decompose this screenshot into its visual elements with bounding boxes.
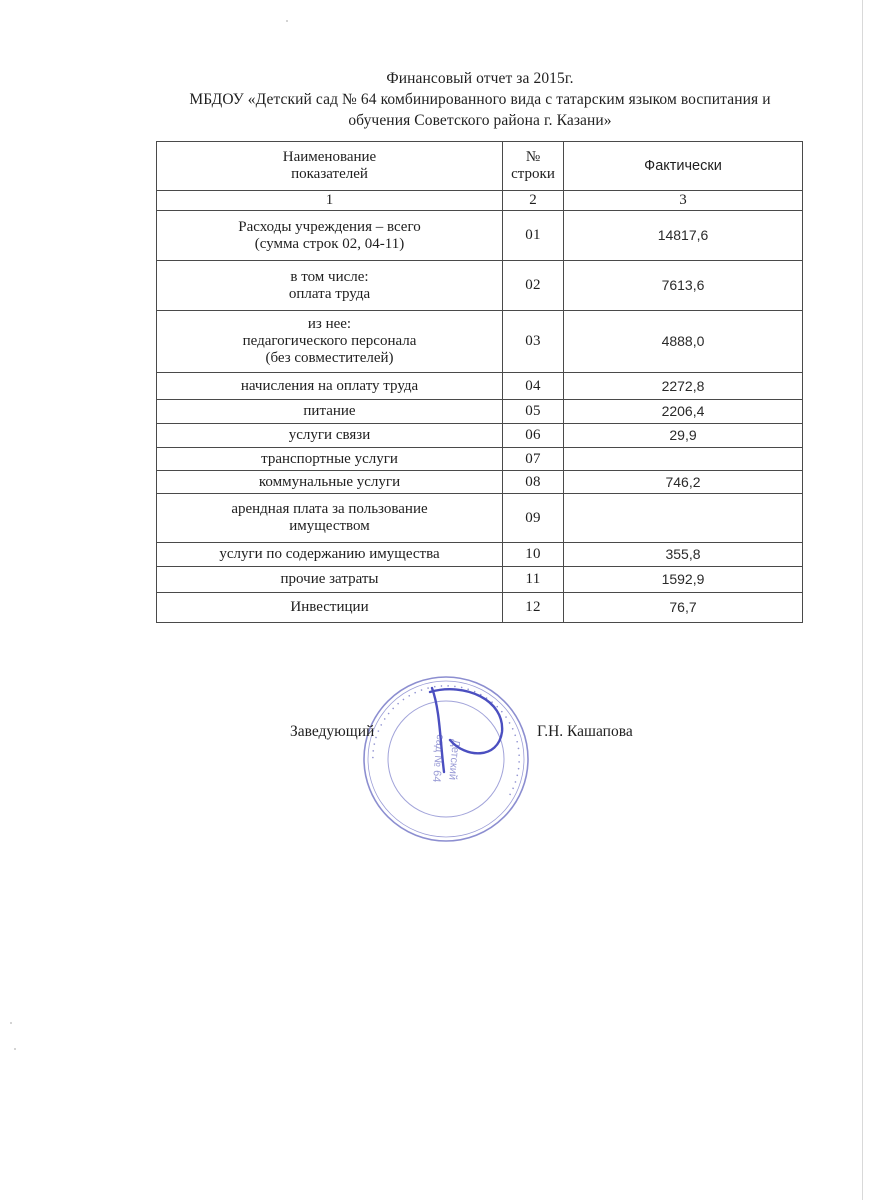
table-row xyxy=(157,261,803,311)
row-value: 76,7 xyxy=(564,593,803,623)
financial-report-table xyxy=(156,141,803,623)
scan-speck xyxy=(286,20,288,22)
column-number-row xyxy=(157,191,803,211)
row-code: 10 xyxy=(503,543,564,567)
row-value: 355,8 xyxy=(564,543,803,567)
report-title-line-3: обучения Советского района г. Казани» xyxy=(348,112,612,129)
row-value xyxy=(564,448,803,471)
row-code: 01 xyxy=(503,211,564,261)
row-code: 07 xyxy=(503,448,564,471)
header-indicator-name: Наименование показателей xyxy=(157,142,503,191)
table-row xyxy=(157,543,803,567)
stamp-center-line: сад № 64 xyxy=(429,733,447,783)
row-name: в том числе: оплата труда xyxy=(157,261,503,311)
stamp-ring-text: ꞏ ꞏ ꞏ ꞏ ꞏ ꞏ ꞏ ꞏ ꞏ ꞏ ꞏ ꞏ ꞏ ꞏ ꞏ ꞏ ꞏ ꞏ ꞏ ꞏ ꞏ ꞏ ꞏ ꞏ ꞏ ꞏ ꞏ ꞏ ꞏ ꞏ ꞏ ꞏ ꞏ ꞏ ꞏ ꞏ ꞏ ꞏ ꞏ ꞏ xyxy=(367,680,525,799)
row-code: 11 xyxy=(503,567,564,593)
row-code: 09 xyxy=(503,494,564,543)
table-header-row xyxy=(157,142,803,191)
row-name: арендная плата за пользование имуществом xyxy=(157,494,503,543)
row-name: питание xyxy=(157,400,503,424)
header-actual: Фактически xyxy=(564,142,803,191)
header-row-number: № строки xyxy=(503,142,564,191)
row-name: услуги связи xyxy=(157,424,503,448)
row-code: 05 xyxy=(503,400,564,424)
row-name: транспортные услуги xyxy=(157,448,503,471)
row-code: 03 xyxy=(503,311,564,373)
row-code: 12 xyxy=(503,593,564,623)
table-row xyxy=(157,211,803,261)
row-code: 08 xyxy=(503,471,564,494)
report-title-line-1: Финансовый отчет за 2015г. xyxy=(386,70,574,87)
table-row xyxy=(157,373,803,400)
table-row xyxy=(157,424,803,448)
signature-stroke xyxy=(430,688,502,772)
row-code: 06 xyxy=(503,424,564,448)
table-row xyxy=(157,448,803,471)
table-row xyxy=(157,593,803,623)
scan-speck xyxy=(14,1048,16,1050)
column-number: 3 xyxy=(564,191,803,211)
signatory-name: Г.Н. Кашапова xyxy=(537,723,633,740)
row-name: Расходы учреждения – всего (сумма строк 02, 04-11) xyxy=(157,211,503,261)
row-code: 02 xyxy=(503,261,564,311)
signatory-position: Заведующий xyxy=(290,723,375,740)
table-row xyxy=(157,400,803,424)
column-number: 2 xyxy=(503,191,564,211)
row-name: коммунальные услуги xyxy=(157,471,503,494)
table-row xyxy=(157,471,803,494)
table-row xyxy=(157,567,803,593)
stamp-center-line: Детский xyxy=(446,738,462,781)
scan-speck xyxy=(10,1022,12,1024)
column-number: 1 xyxy=(157,191,503,211)
row-name: начисления на оплату труда xyxy=(157,373,503,400)
row-name: прочие затраты xyxy=(157,567,503,593)
row-value xyxy=(564,494,803,543)
table-row xyxy=(157,311,803,373)
row-value: 7613,6 xyxy=(564,261,803,311)
row-value: 746,2 xyxy=(564,471,803,494)
row-code: 04 xyxy=(503,373,564,400)
row-value: 1592,9 xyxy=(564,567,803,593)
row-value: 4888,0 xyxy=(564,311,803,373)
row-name: из нее: педагогического персонала (без совместителей) xyxy=(157,311,503,373)
row-name: услуги по содержанию имущества xyxy=(157,543,503,567)
report-title-line-2: МБДОУ «Детский сад № 64 комбинированного вида с татарским языком воспитания и xyxy=(189,91,771,108)
report-title xyxy=(140,68,820,131)
row-value: 29,9 xyxy=(564,424,803,448)
row-name: Инвестиции xyxy=(157,593,503,623)
handwritten-signature xyxy=(410,680,520,780)
row-value: 2272,8 xyxy=(564,373,803,400)
row-value: 2206,4 xyxy=(564,400,803,424)
table-row xyxy=(157,494,803,543)
page-edge-shadow xyxy=(862,0,863,1200)
row-value: 14817,6 xyxy=(564,211,803,261)
